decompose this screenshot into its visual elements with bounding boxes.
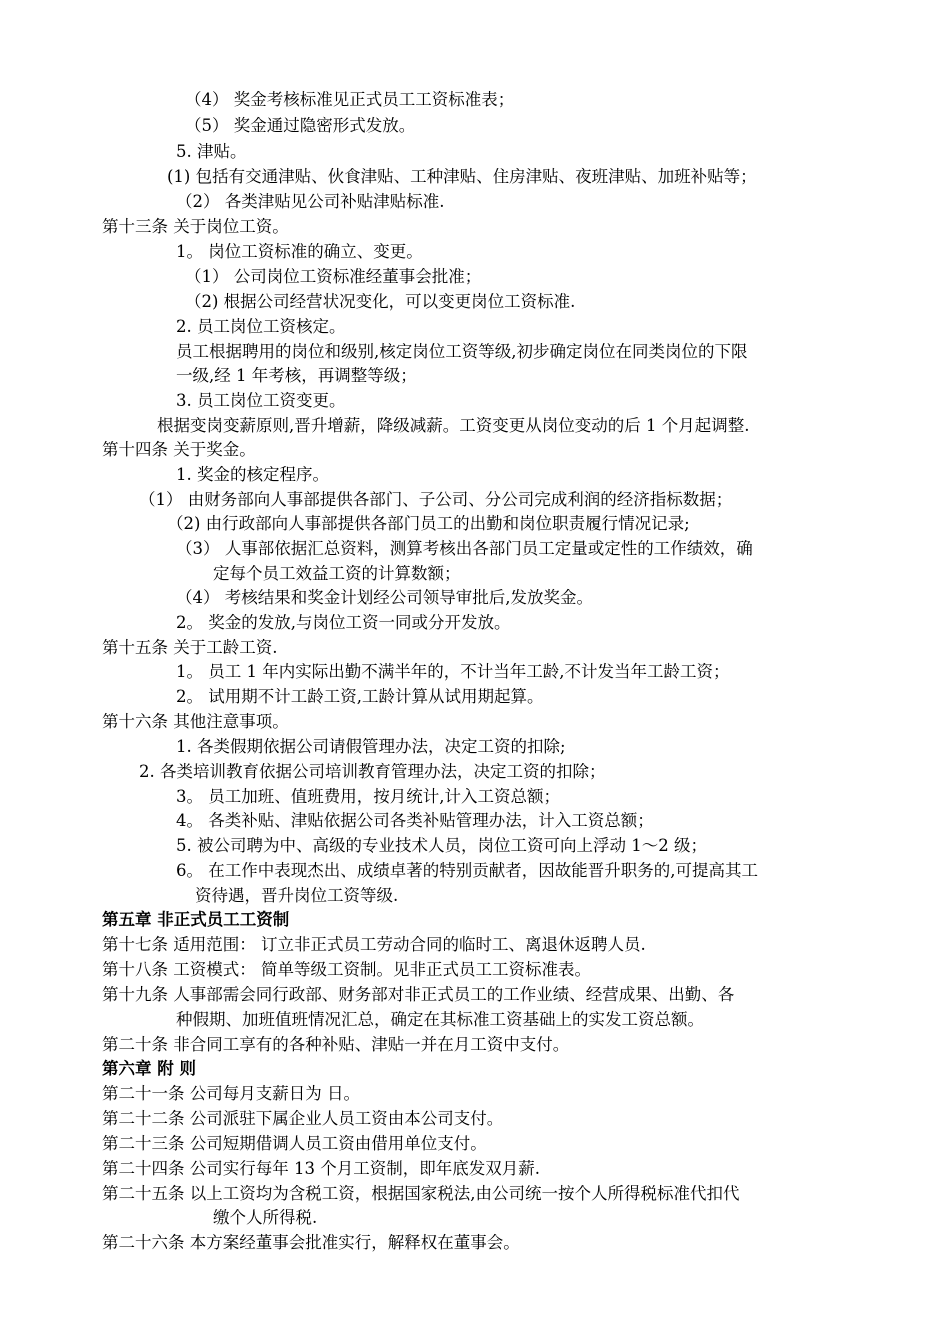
article-heading: 第二十三条 公司短期借调人员工资由借用单位支付。 [102,1134,487,1153]
text-line: 资待遇，晋升岗位工资等级. [195,886,399,905]
text-line: 2。 奖金的发放,与岗位工资一同或分开发放。 [176,613,511,632]
text-line: (1) 包括有交通津贴、伙食津贴、工种津贴、住房津贴、夜班津贴、加班补贴等； [167,167,757,186]
text-line: （5） 奖金通过隐密形式发放。 [185,116,416,135]
text-line: （4） 奖金考核标准见正式员工工资标准表； [185,90,515,109]
text-line: 种假期、加班值班情况汇总，确定在其标准工资基础上的实发工资总额。 [176,1010,704,1029]
text-line: 1。 员工 1 年内实际出勤不满半年的，不计当年工龄,不计发当年工龄工资； [176,662,730,681]
text-line: 1. 奖金的核定程序。 [176,465,329,484]
article-heading: 第十五条 关于工龄工资. [102,638,278,657]
article-heading: 第二十四条 公司实行每年 13 个月工资制，即年底发双月薪. [102,1159,540,1178]
text-line: 缴个人所得税. [213,1208,318,1227]
text-line: （2） 各类津贴见公司补贴津贴标准. [176,192,445,211]
text-line: （1） 由财务部向人事部提供各部门、子公司、分公司完成利润的经济指标数据； [139,490,733,509]
text-line: 定每个员工效益工资的计算数额； [213,564,461,583]
article-heading: 第十九条 人事部需会同行政部、财务部对非正式员工的工作业绩、经营成果、出勤、各 [102,985,735,1004]
chapter-heading: 第五章 非正式员工工资制 [102,910,290,929]
text-line: 员工根据聘用的岗位和级别,核定岗位工资等级,初步确定岗位在同类岗位的下限 [176,342,748,361]
article-heading: 第二十六条 本方案经董事会批准实行，解释权在董事会。 [102,1233,520,1252]
text-line: 2。 试用期不计工龄工资,工龄计算从试用期起算。 [176,687,544,706]
text-line: （4） 考核结果和奖金计划经公司领导审批后,发放奖金。 [176,588,593,607]
text-line: 根据变岗变薪原则,晋升增薪，降级减薪。工资变更从岗位变动的后 1 个月起调整. [157,416,750,435]
text-line: 1。 岗位工资标准的确立、变更。 [176,242,423,261]
text-line: 2. 各类培训教育依据公司培训教育管理办法，决定工资的扣除； [139,762,606,781]
article-heading: 第二十五条 以上工资均为含税工资，根据国家税法,由公司统一按个人所得税标准代扣代 [102,1184,740,1203]
article-heading: 第二十二条 公司派驻下属企业人员工资由本公司支付。 [102,1109,504,1128]
article-heading: 第二十条 非合同工享有的各种补贴、津贴一并在月工资中支付。 [102,1035,570,1054]
chapter-heading: 第六章 附 则 [102,1059,196,1078]
text-line: （2) 由行政部向人事部提供各部门员工的出勤和岗位职责履行情况记录; [167,514,690,533]
text-line: （3） 人事部依据汇总资料，测算考核出各部门员工定量或定性的工作绩效，确 [176,539,753,558]
article-heading: 第十四条 关于奖金。 [102,440,256,459]
text-line: 3。 员工加班、值班费用，按月统计,计入工资总额； [176,787,560,806]
text-line: （2) 根据公司经营状况变化，可以变更岗位工资标准. [185,292,576,311]
text-line: 6。 在工作中表现杰出、成绩卓著的特别贡献者，因故能晋升职务的,可提高其工 [176,861,758,880]
text-line: （1） 公司岗位工资标准经董事会批准； [185,267,482,286]
text-line: 3. 员工岗位工资变更。 [176,391,346,410]
text-line: 5. 津贴。 [176,142,247,161]
article-heading: 第十七条 适用范围： 订立非正式员工劳动合同的临时工、离退休返聘人员. [102,935,646,954]
article-heading: 第十三条 关于岗位工资。 [102,217,289,236]
text-line: 2. 员工岗位工资核定。 [176,317,346,336]
text-line: 4。 各类补贴、津贴依据公司各类补贴管理办法，计入工资总额； [176,811,654,830]
text-line: 一级,经 1 年考核，再调整等级； [176,366,417,385]
article-heading: 第十六条 其他注意事项。 [102,712,289,731]
text-line: 5. 被公司聘为中、高级的专业技术人员，岗位工资可向上浮动 1～2 级； [176,836,707,855]
article-heading: 第二十一条 公司每月支薪日为 日。 [102,1084,360,1103]
text-line: 1. 各类假期依据公司请假管理办法，决定工资的扣除; [176,737,566,756]
article-heading: 第十八条 工资模式： 简单等级工资制。见非正式员工工资标准表。 [102,960,591,979]
